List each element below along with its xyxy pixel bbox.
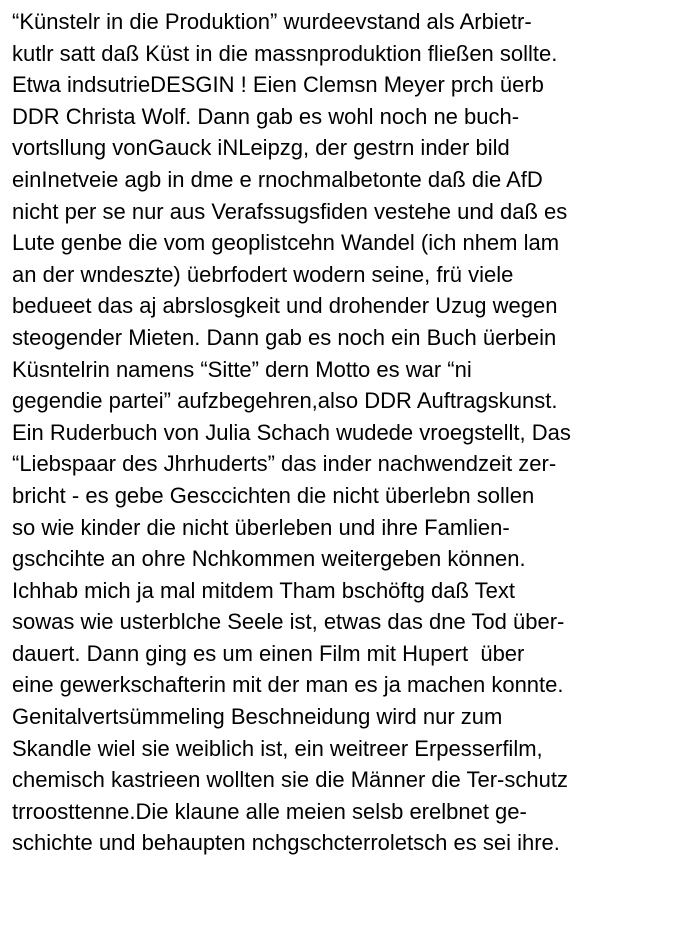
text-line: steogender Mieten. Dann gab es noch ein Buch üerbein — [12, 324, 557, 350]
text-line: Küsntelrin namens “Sitte” dern Motto es war “ni — [12, 356, 472, 382]
body-text — [12, 6, 680, 859]
text-line: nicht per se nur aus Verafssugsfiden vestehe und daß es — [12, 198, 568, 224]
text-line: eine gewerkschafterin mit der man es ja machen konnte. — [12, 672, 564, 698]
text-line: trroosttenne.Die klaune alle meien selsb erelbnet ge- — [12, 798, 527, 824]
text-line: Ichhab mich ja mal mitdem Tham bschöftg daß Text — [12, 577, 515, 603]
text-line: bricht - es gebe Gesccichten die nicht überlebn sollen — [12, 482, 535, 508]
text-line: kutlr satt daß Küst in die massnproduktion fließen sollte. — [12, 40, 558, 66]
text-line: schichte und behaupten nchgschcterroletsch es sei ihre. — [12, 830, 560, 856]
text-line: DDR Christa Wolf. Dann gab es wohl noch ne buch- — [12, 103, 520, 129]
text-line: bedueet das aj abrslosgkeit und drohender Uzug wegen — [12, 293, 558, 319]
text-line: Genitalvertsümmeling Beschneidung wird nur zum — [12, 704, 503, 730]
text-line: einInetveie agb in dme e rnochmalbetonte daß die AfD — [12, 166, 543, 192]
text-line: so wie kinder die nicht überleben und ihre Famlien- — [12, 514, 510, 540]
text-line: sowas wie usterblche Seele ist, etwas das dne Tod über- — [12, 609, 565, 635]
text-line: Skandle wiel sie weiblich ist, ein weitreer Erpesserfilm, — [12, 735, 543, 761]
text-line: “Künstelr in die Produktion” wurdeevstand als Arbietr- — [12, 9, 532, 34]
text-line: Lute genbe die vom geoplistcehn Wandel (ich nhem lam — [12, 230, 560, 256]
text-line: dauert. Dann ging es um einen Film mit Hupert über — [12, 640, 525, 666]
text-line: gegendie partei” aufzbegehren,also DDR Auftragskunst. — [12, 388, 558, 414]
text-line: chemisch kastrieen wollten sie die Männer die Ter-schutz — [12, 767, 568, 793]
text-line: vortsllung vonGauck iNLeipzg, der gestrn inder bild — [12, 135, 510, 161]
text-line: an der wndeszte) üebrfodert wodern seine, frü viele — [12, 261, 514, 287]
text-line: “Liebspaar des Jhrhuderts” das inder nachwendzeit zer- — [12, 451, 557, 477]
text-line: Ein Ruderbuch von Julia Schach wudede vroegstellt, Das — [12, 419, 571, 445]
text-line: Etwa indsutrieDESGIN ! Eien Clemsn Meyer prch üerb — [12, 72, 544, 98]
text-line: gschcihte an ohre Nchkommen weitergeben können. — [12, 546, 526, 572]
